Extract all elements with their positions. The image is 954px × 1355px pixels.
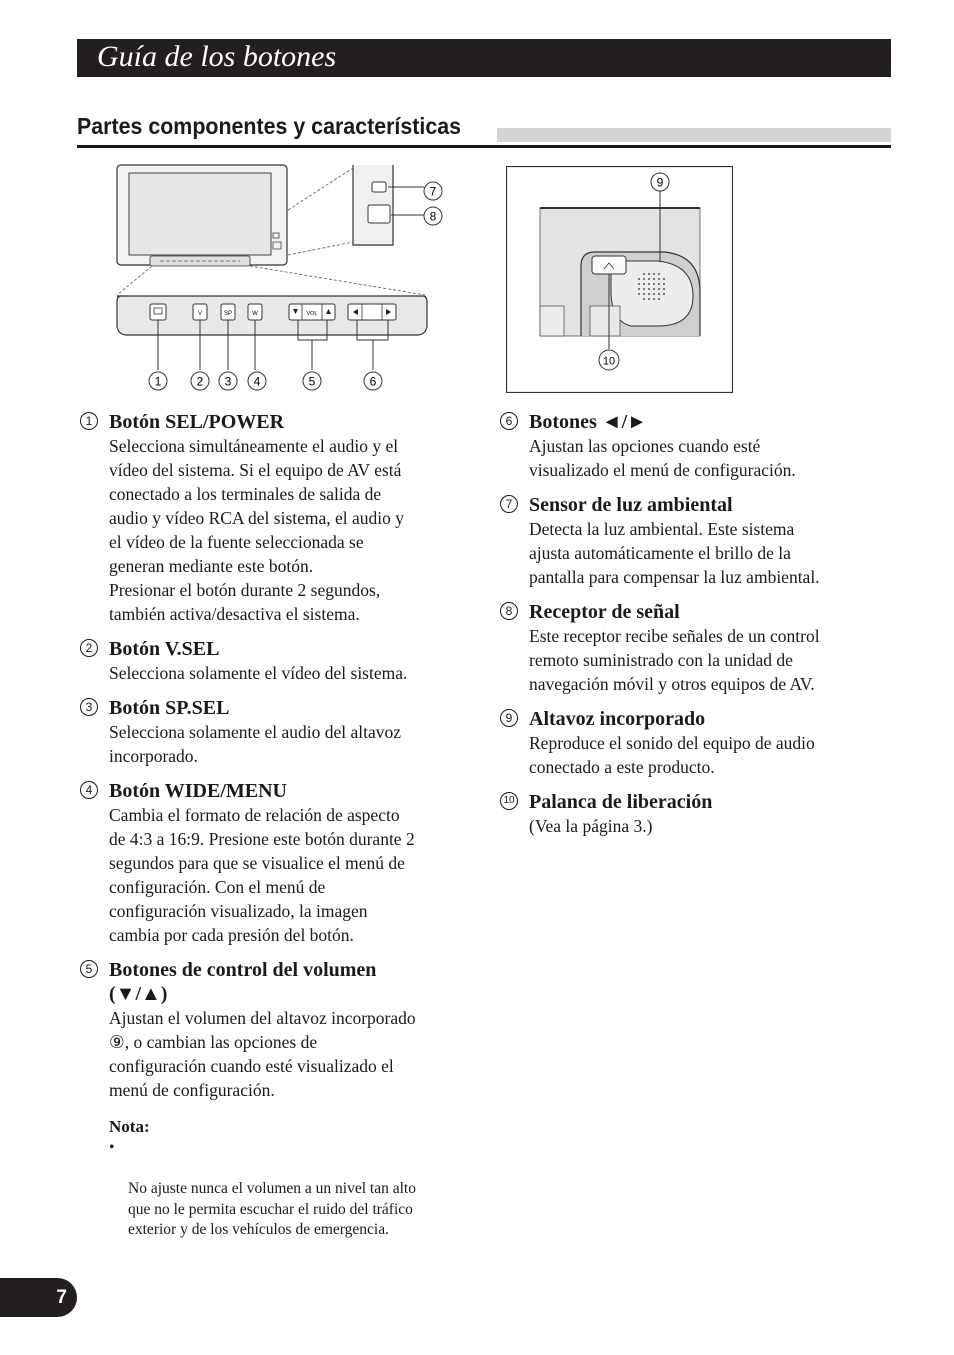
list-item <box>500 790 890 838</box>
item-description: Reproduce el sonido del equipo de audio conectado a este producto. <box>529 733 815 777</box>
item-title: Botón WIDE/MENU <box>109 780 287 802</box>
callout-2: 2 <box>196 374 204 389</box>
v-button-label: V <box>197 311 203 317</box>
w-button-label: W <box>252 311 258 317</box>
left-column <box>80 410 480 1241</box>
right-column <box>500 410 890 849</box>
item-title: Botones ◄/► <box>529 411 647 433</box>
sp-button-label: SP <box>223 311 233 317</box>
list-item <box>80 779 480 947</box>
list-item <box>500 493 890 589</box>
item-description: Este receptor recibe señales de un control remoto suministrado con la unidad de navegación móvil y otros equipos de AV. <box>529 626 820 694</box>
item-description: Selecciona solamente el audio del altavoz incorporado. <box>109 722 402 766</box>
list-item <box>500 707 890 779</box>
monitor-front <box>117 165 287 266</box>
list-item <box>80 637 480 685</box>
item-title: Palanca de liberación <box>529 791 713 813</box>
item-description: Cambia el formato de relación de aspecto de 4:3 a 16:9. Presione este botón durante 2 segundos para que se visualice el menú de configuración. Con el menú de configuración visualizado, la imagen cambia por cada presión del botón. <box>109 805 415 945</box>
callout-4: 4 <box>253 374 261 389</box>
item-number: 9 <box>500 709 518 727</box>
page-title: Guía de los botones <box>97 40 337 73</box>
item-number: 4 <box>80 781 98 799</box>
monitor-diagram <box>105 160 445 400</box>
callout-8: 8 <box>429 209 437 224</box>
item-number: 10 <box>500 792 518 810</box>
item-number: 3 <box>80 698 98 716</box>
bullet-icon: • <box>109 1139 115 1156</box>
callout-6: 6 <box>369 374 377 389</box>
item-description: Ajustan el volumen del altavoz incorporado ⑨, o cambian las opciones de configuración cuando esté visualizado el menú de configuración. <box>109 1008 416 1100</box>
item-title: Botón SEL/POWER <box>109 411 285 433</box>
section-title: Partes componentes y características <box>77 110 467 142</box>
item-title: Botón SP.SEL <box>109 697 230 719</box>
callout-5: 5 <box>308 374 316 389</box>
item-number: 1 <box>80 412 98 430</box>
button-panel <box>117 296 427 335</box>
title-bar <box>77 39 891 77</box>
callout-1: 1 <box>154 374 162 389</box>
item-description: Detecta la luz ambiental. Este sistema ajusta automáticamente el brillo de la pantalla para compensar la luz ambiental. <box>529 519 820 587</box>
callout-7: 7 <box>429 184 437 199</box>
note-block <box>80 1116 480 1241</box>
item-title: Botones de control del volumen (▼/▲) <box>109 959 377 1005</box>
item-description: Ajustan las opciones cuando esté visualizado el menú de configuración. <box>529 436 796 480</box>
speaker-diagram <box>506 166 733 393</box>
item-title: Receptor de señal <box>529 601 680 623</box>
item-number: 6 <box>500 412 518 430</box>
item-number: 5 <box>80 960 98 978</box>
vol-label: VOL <box>306 311 318 317</box>
item-number: 7 <box>500 495 518 513</box>
item-title: Botón V.SEL <box>109 638 220 660</box>
list-item <box>80 696 480 768</box>
note-label: Nota: <box>109 1117 150 1136</box>
note-bullet <box>109 1138 480 1241</box>
page-number: 7 <box>56 1287 67 1308</box>
callout-9: 9 <box>656 175 664 190</box>
list-item <box>80 958 480 1102</box>
list-item <box>500 600 890 696</box>
callout-10: 10 <box>602 355 616 368</box>
item-description: (Vea la página 3.) <box>529 816 653 836</box>
item-description: Selecciona solamente el vídeo del sistema. <box>109 663 408 683</box>
section-heading <box>77 110 891 148</box>
item-number: 8 <box>500 602 518 620</box>
monitor-side <box>353 165 424 245</box>
item-title: Sensor de luz ambiental <box>529 494 733 516</box>
section-heading-shade <box>497 128 891 142</box>
note-text: No ajuste nunca el volumen a un nivel tan alto que no le permita escuchar el ruido del tráfico exterior y de los vehículos de emergencia. <box>128 1180 416 1238</box>
section-heading-rule <box>77 145 891 148</box>
callout-3: 3 <box>224 374 232 389</box>
list-item <box>80 410 480 626</box>
item-description: Selecciona simultáneamente el audio y el vídeo del sistema. Si el equipo de AV está conectado a los terminales de salida de audio y vídeo RCA del sistema, el audio y el vídeo de la fuente seleccionada se generan mediante este botón. Presionar el botón durante 2 segundos, también activa/desactiva el sistema. <box>109 436 405 624</box>
item-number: 2 <box>80 639 98 657</box>
list-item <box>500 410 890 482</box>
page-number-tab <box>0 1278 77 1317</box>
item-title: Altavoz incorporado <box>529 708 706 730</box>
